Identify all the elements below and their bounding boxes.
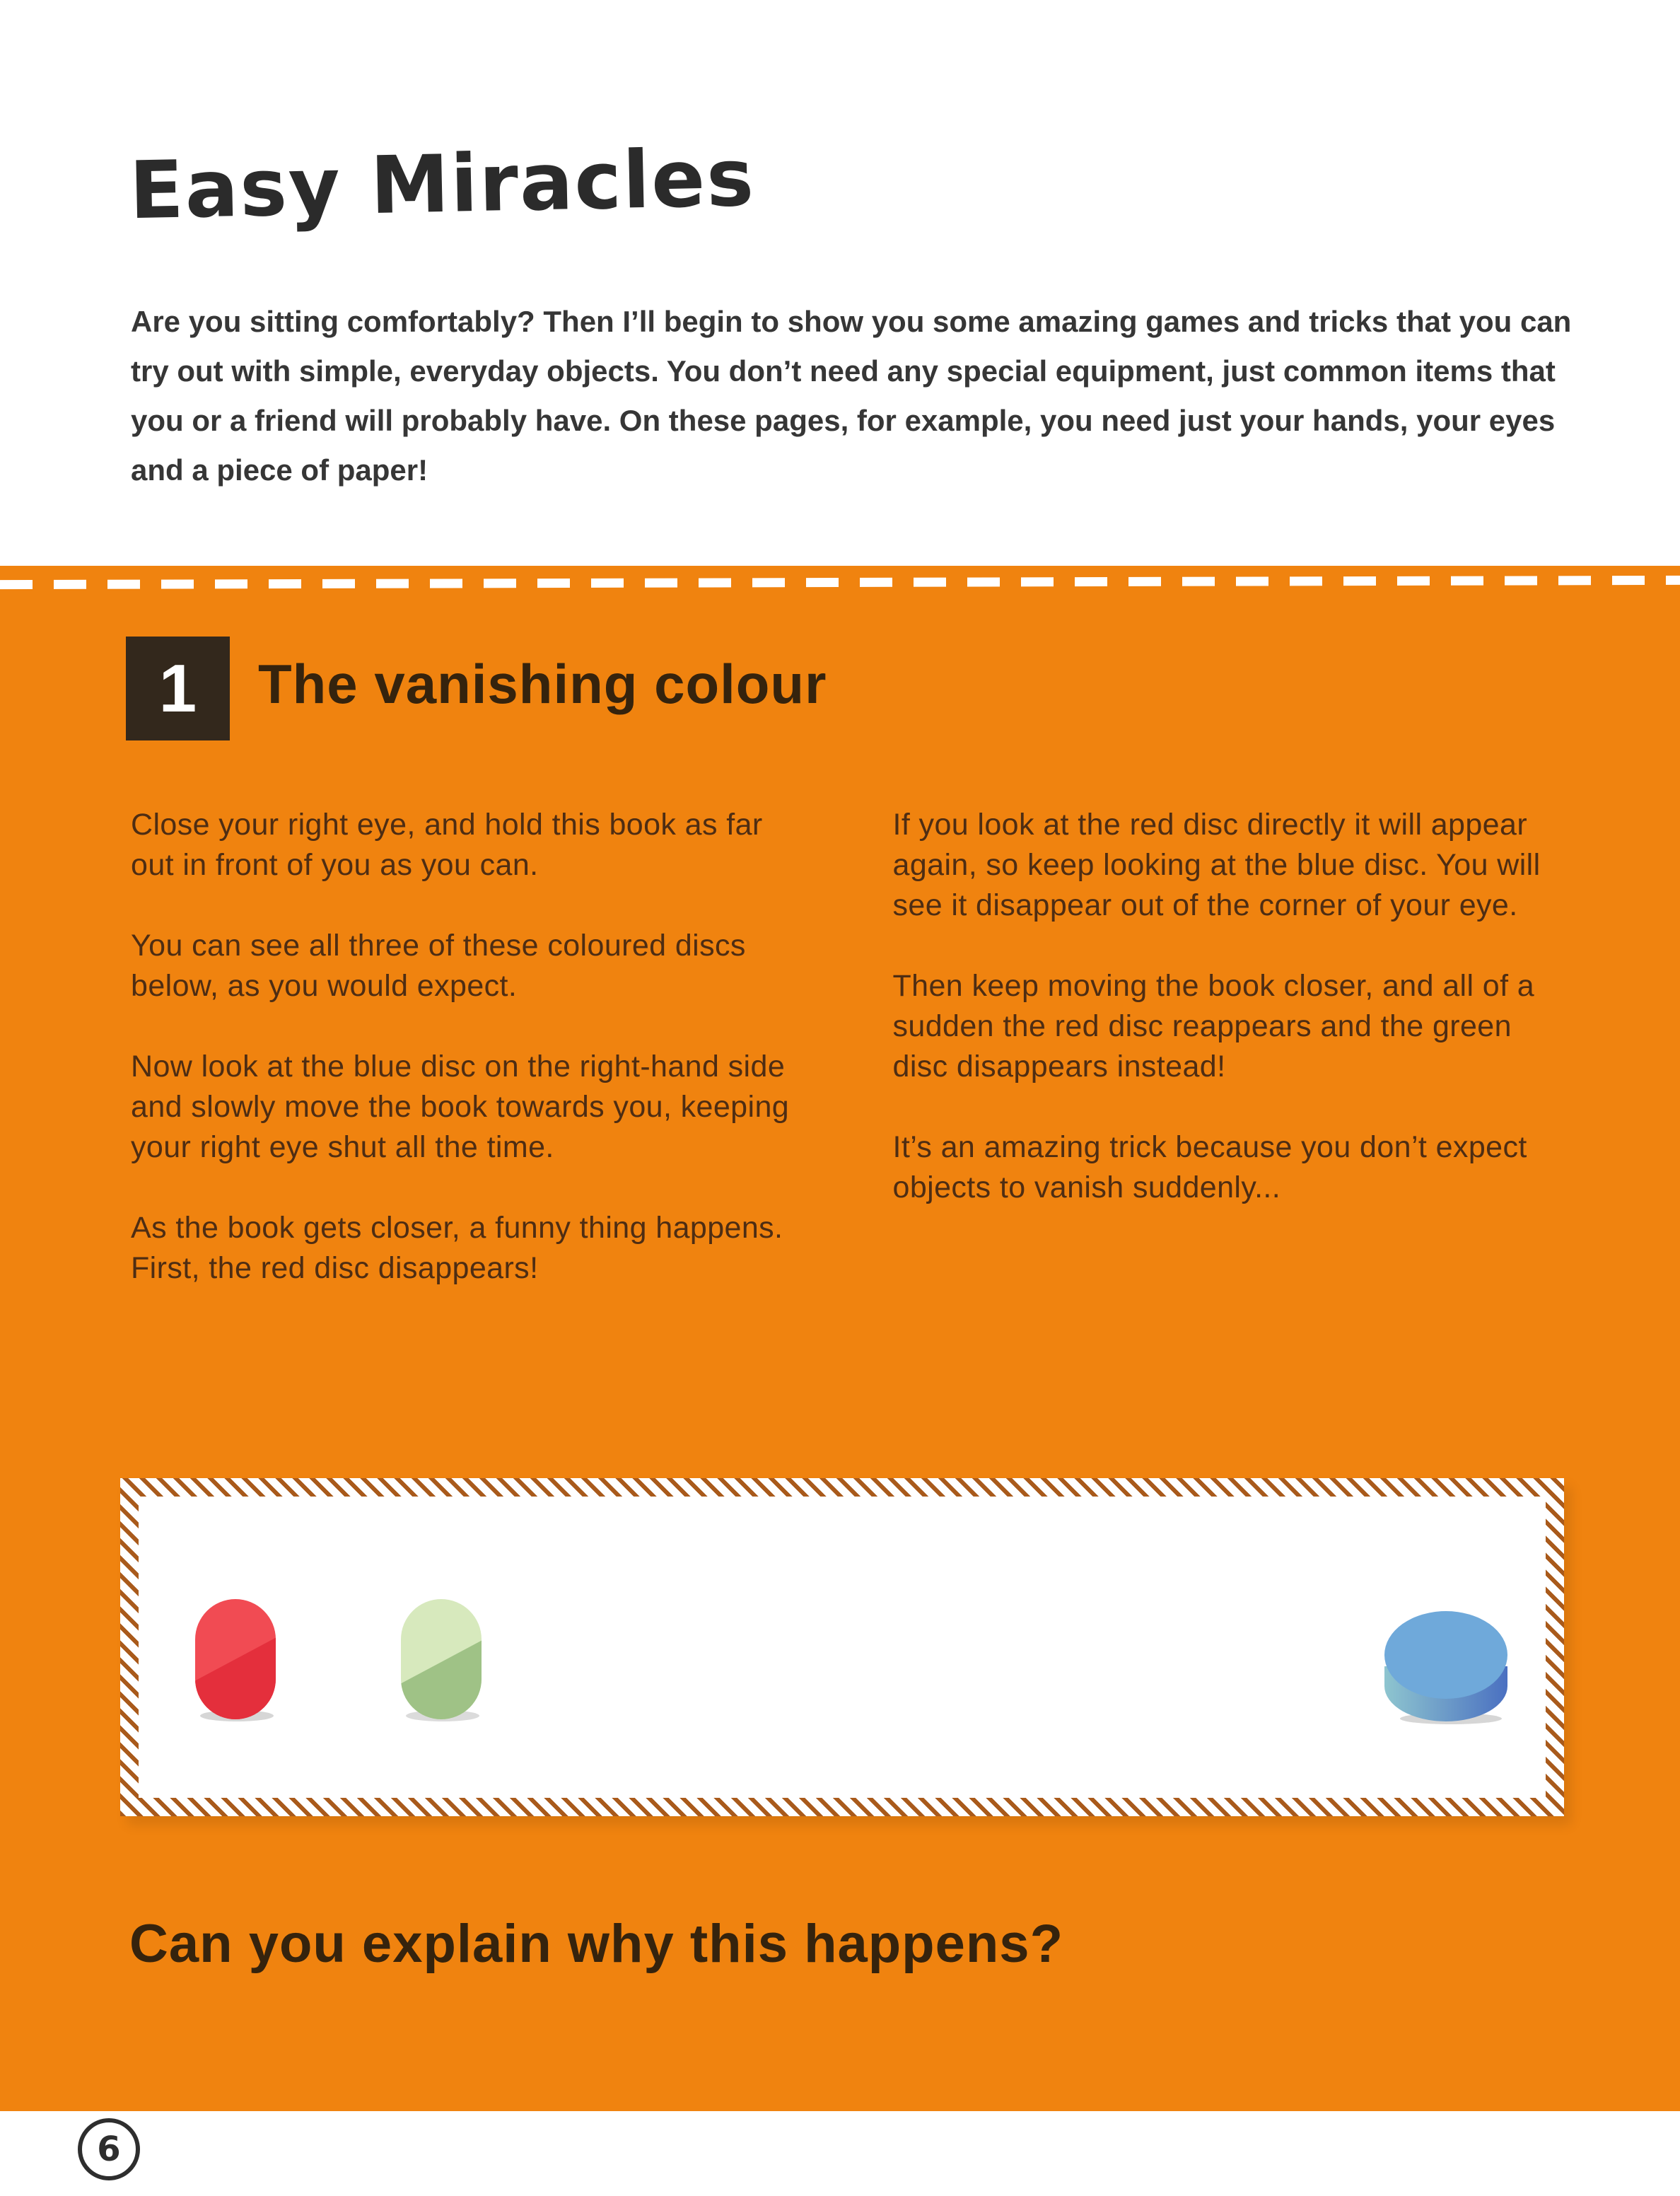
activity-number: 1: [158, 650, 197, 726]
discs-card: [120, 1478, 1564, 1816]
paragraph: Now look at the blue disc on the right-hand side and slowly move the book towards you, keeping your right eye shut all the time.: [131, 1050, 790, 1164]
paragraph: As the book gets closer, a funny thing happens. First, the red disc disappears!: [131, 1211, 783, 1285]
paragraph: Close your right eye, and hold this book as far out in front of you as you can.: [131, 808, 763, 882]
activity-panel: [0, 566, 1680, 2111]
paragraph: Then keep moving the book closer, and all of a sudden the red disc reappears and the green disc disappears instead!: [892, 969, 1535, 1084]
red-disc-image: [193, 1597, 278, 1721]
page-number: 6: [97, 2130, 121, 2169]
green-disc-image: [399, 1597, 484, 1721]
paragraph: If you look at the red disc directly it will appear again, so keep looking at the blue disc. You will see it disappear out of the corner of your eye.: [892, 808, 1541, 922]
discs-card-inner: [139, 1497, 1546, 1798]
stitch-dashed-line: [0, 576, 1680, 589]
activity-number-badge: [126, 637, 230, 740]
paragraph: You can see all three of these coloured discs below, as you would expect.: [131, 929, 746, 1003]
question-heading: Can you explain why this happens?: [129, 1914, 1063, 1974]
intro-paragraph: Are you sitting comfortably? Then I’ll begin to show you some amazing games and tricks that you can try out with simple, everyday objects. You don’t need any special equipment, just common items that you or a friend will probably have. On these pages, for example, you need just your hands, your eyes and a piece of paper!: [131, 305, 1572, 487]
paragraph: It’s an amazing trick because you don’t expect objects to vanish suddenly...: [892, 1130, 1527, 1204]
activity-heading: The vanishing colour: [258, 653, 827, 715]
page-title: Easy Miracles: [128, 132, 757, 238]
instruction-columns: [131, 805, 1573, 1329]
right-column: [893, 805, 1574, 1329]
page-number-circle: [78, 2118, 140, 2180]
blue-disc-image: [1380, 1601, 1512, 1724]
left-column: [131, 805, 812, 1329]
disc-top-face: [1384, 1611, 1507, 1699]
